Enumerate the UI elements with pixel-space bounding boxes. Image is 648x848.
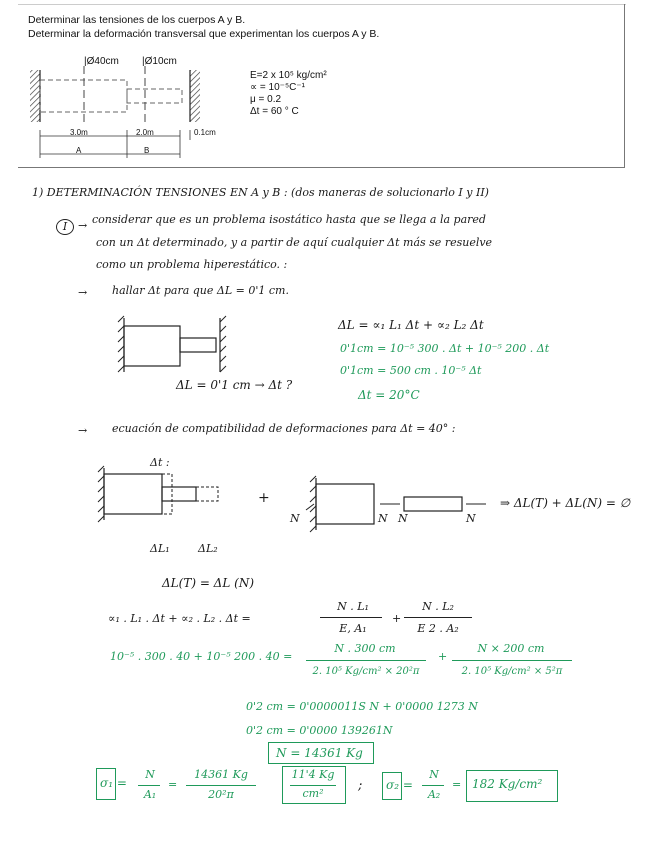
sigma1-n: N — [145, 768, 155, 781]
diameter-b-label: |Ø10cm — [142, 56, 177, 67]
eq4-fraction-1-numerator: N . 300 cm — [334, 642, 396, 655]
sigma2-result: 182 Kg/cm² — [472, 777, 543, 791]
problem-statement-line-1: Determinar las tensiones de los cuerpos A y B. — [28, 14, 246, 26]
eq4-fraction-2-denominator: 2. 10⁵ Kg/cm² × 5²π — [461, 666, 563, 677]
param-e: E=2 x 10⁵ kg/cm² — [250, 70, 327, 81]
step2-arrow: → — [78, 424, 88, 437]
length-b-label: 2.0m — [136, 128, 154, 137]
eq3-fraction-1-numerator: N . L₁ — [337, 600, 369, 613]
sigma1-denominator: 20²π — [208, 788, 234, 801]
sigma1-fraction-bar-2 — [186, 785, 256, 786]
result-n: N = 14361 Kg — [276, 746, 363, 760]
step1-arrow: → — [78, 286, 88, 299]
eq4-fraction-2-bar — [452, 660, 572, 661]
sigma-separator: ; — [358, 778, 363, 793]
sigma2-fraction-bar — [422, 785, 444, 786]
eq6: 0'2 cm = 0'0000 139261N — [246, 724, 393, 737]
diagram-1-caption: ΔL = 0'1 cm → Δt ? — [176, 378, 293, 392]
sigma1-result-numerator: 11'4 Kg — [291, 768, 335, 781]
param-dt: Δt = 60 ° C — [250, 106, 299, 117]
param-alpha: ∝ = 10⁻⁵C⁻¹ — [250, 82, 305, 93]
intro-line-3: como un problema hiperestático. : — [96, 258, 288, 271]
force-n-mid: N — [378, 512, 388, 525]
eq1-line-2: 0'1cm = 10⁻⁵ 300 . Δt + 10⁻⁵ 200 . Δt — [340, 342, 550, 355]
sigma1-result-bar — [290, 785, 336, 786]
sigma1-result-denominator: cm² — [302, 787, 324, 800]
eq3-plus: + — [392, 612, 402, 625]
eq3-fraction-1-bar — [320, 617, 382, 618]
intro-line-2: con un Δt determinado, y a partir de aquí cualquier Δt más se resuelve — [96, 236, 493, 249]
eq4-fraction-1-denominator: 2. 10⁵ Kg/cm² × 20²π — [312, 666, 420, 677]
solution-heading: 1) DETERMINACIÓN TENSIONES EN A y B : (dos maneras de solucionarlo I y II) — [32, 186, 489, 199]
eq3-fraction-2-numerator: N . L₂ — [422, 600, 454, 613]
problem-statement-line-2: Determinar la deformación transversal que experimentan los cuerpos A y B. — [28, 28, 380, 40]
step1-text: hallar Δt para que ΔL = 0'1 cm. — [112, 284, 289, 297]
eq3-fraction-1-denominator: E, A₁ — [339, 622, 367, 635]
eq5: 0'2 cm = 0'0000011S N + 0'0000 1273 N — [246, 700, 478, 713]
body-b-label: B — [144, 146, 150, 155]
eq3-fraction-2-denominator: E 2 . A₂ — [417, 622, 459, 635]
force-n-right: N — [466, 512, 476, 525]
intro-line-1: considerar que es un problema isostático hasta que se llega a la pared — [92, 213, 486, 226]
gap-label: 0.1cm — [194, 128, 216, 137]
diagram-2-plus: + — [258, 490, 270, 506]
eq4-plus: + — [438, 650, 448, 663]
eq2: ΔL(T) = ΔL (N) — [162, 576, 254, 590]
length-a-label: 3.0m — [70, 128, 88, 137]
method-number: I — [56, 219, 74, 235]
sigma2-a2: A₂ — [427, 788, 441, 801]
sigma2-lhs: σ₂ = — [386, 778, 413, 792]
sigma2-n: N — [429, 768, 439, 781]
sigma1-lhs: σ₁ = — [100, 776, 127, 790]
diameter-a-label: |Ø40cm — [84, 56, 119, 67]
eq1-result: Δt = 20°C — [358, 388, 420, 402]
eq1-line-1: ΔL = ∝₁ L₁ Δt + ∝₂ L₂ Δt — [338, 318, 484, 332]
eq1-line-3: 0'1cm = 500 cm . 10⁻⁵ Δt — [340, 364, 482, 377]
eq3-lhs: ∝₁ . L₁ . Δt + ∝₂ . L₂ . Δt = — [108, 612, 251, 625]
force-n-left: N — [290, 512, 300, 525]
compatibility-result: ⇒ ΔL(T) + ΔL(N) = ∅ — [500, 496, 631, 510]
sigma1-a1: A₁ — [143, 788, 157, 801]
method-arrow: → — [78, 219, 88, 232]
sigma2-eq: = — [452, 778, 462, 791]
eq4-fraction-1-bar — [306, 660, 426, 661]
eq4-fraction-2-numerator: N × 200 cm — [477, 642, 545, 655]
eq4-lhs: 10⁻⁵ . 300 . 40 + 10⁻⁵ 200 . 40 = — [110, 650, 293, 663]
sigma1-numerator: 14361 Kg — [194, 768, 248, 781]
sigma1-fraction-bar-1 — [138, 785, 160, 786]
diagram-2-dl2: ΔL₂ — [198, 542, 218, 555]
diagram-2-dl1: ΔL₁ — [150, 542, 170, 555]
force-n-mid-2: N — [398, 512, 408, 525]
diagram-2-dt-label: Δt : — [150, 456, 170, 469]
sigma1-eq: = — [168, 778, 178, 791]
body-a-label: A — [76, 146, 82, 155]
step2-text: ecuación de compatibilidad de deformaciones para Δt = 40° : — [112, 422, 456, 435]
param-mu: μ = 0.2 — [250, 94, 282, 105]
eq3-fraction-2-bar — [404, 617, 472, 618]
